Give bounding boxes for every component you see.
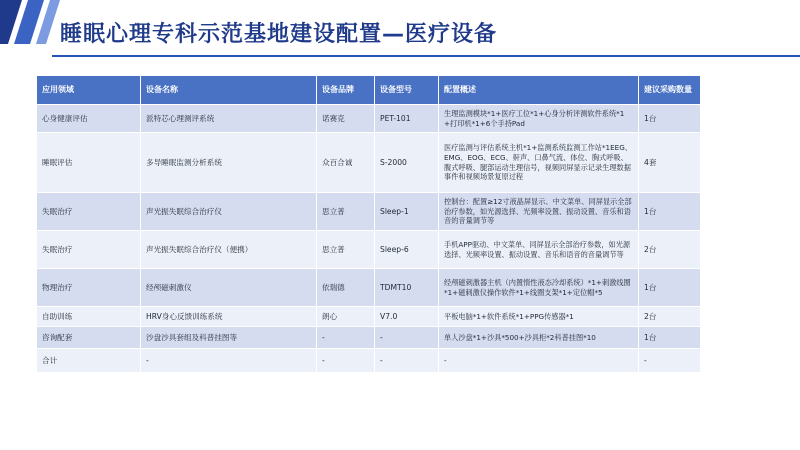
cell-model: TDMT10 xyxy=(375,269,439,307)
page-title: 睡眠心理专科示范基地建设配置—医疗设备 xyxy=(60,22,498,47)
cell-field: 心身健康评估 xyxy=(37,105,141,133)
cell-model: PET-101 xyxy=(375,105,439,133)
cell-brand: 依瑞德 xyxy=(317,269,375,307)
title-decoration-icon xyxy=(0,0,62,44)
cell-quantity: 2台 xyxy=(639,307,701,327)
cell-field: 咨询配套 xyxy=(37,327,141,349)
cell-device-name: 声光振失眠综合治疗仪 xyxy=(141,193,317,231)
table-row xyxy=(37,269,701,307)
cell-brand: 朗心 xyxy=(317,307,375,327)
header-quantity: 建议采购数量 xyxy=(639,76,701,105)
cell-device-name: 多导睡眠监测分析系统 xyxy=(141,133,317,193)
cell-device-name: 声光振失眠综合治疗仪（便携） xyxy=(141,231,317,269)
cell-config: 单人沙盘*1+沙具*500+沙具柜*2科普挂图*10 xyxy=(439,327,639,349)
cell-model: - xyxy=(375,349,439,373)
cell-model: S-2000 xyxy=(375,133,439,193)
table-row xyxy=(37,231,701,269)
cell-field: 失眠治疗 xyxy=(37,193,141,231)
cell-quantity: 1台 xyxy=(639,327,701,349)
cell-config: 平板电脑*1+软件系统*1+PPG传感器*1 xyxy=(439,307,639,327)
cell-quantity: 1台 xyxy=(639,193,701,231)
title-divider xyxy=(52,55,800,57)
cell-brand: 思立普 xyxy=(317,193,375,231)
cell-device-name: 沙盘沙具套组及科普挂图等 xyxy=(141,327,317,349)
cell-quantity: 2台 xyxy=(639,231,701,269)
cell-brand: 众百合诚 xyxy=(317,133,375,193)
cell-config: 控制台：配置≥12寸液晶屏显示、中文菜单、同屏显示全部治疗参数，如光源选择、光频率设置、振动设置、音乐和语音的音量调节等 xyxy=(439,193,639,231)
cell-config: 经颅磁刺激器主机（内置惰性液态冷却系统）*1+刺激线圈*1+磁刺激仪操作软件*1+线圈支架*1+定位帽*5 xyxy=(439,269,639,307)
table-header-row xyxy=(37,76,701,105)
cell-model: Sleep-6 xyxy=(375,231,439,269)
cell-quantity: 1台 xyxy=(639,105,701,133)
table-row-total xyxy=(37,349,701,373)
cell-quantity: 1台 xyxy=(639,269,701,307)
cell-model: Sleep-1 xyxy=(375,193,439,231)
table-row xyxy=(37,327,701,349)
equipment-table xyxy=(36,75,701,373)
cell-config: - xyxy=(439,349,639,373)
table-row xyxy=(37,307,701,327)
header-field: 应用领域 xyxy=(37,76,141,105)
cell-quantity: 4套 xyxy=(639,133,701,193)
cell-quantity: - xyxy=(639,349,701,373)
header-config: 配置概述 xyxy=(439,76,639,105)
cell-config: 生理监测模块*1+医疗工位*1+心身分析评测软件系统*1+打印机*1+6个手持Pad xyxy=(439,105,639,133)
cell-field: 失眠治疗 xyxy=(37,231,141,269)
header-device-name: 设备名称 xyxy=(141,76,317,105)
cell-field: 自助训练 xyxy=(37,307,141,327)
cell-field: 合计 xyxy=(37,349,141,373)
header-brand: 设备品牌 xyxy=(317,76,375,105)
cell-brand: 诺赛克 xyxy=(317,105,375,133)
cell-config: 医疗监测与评估系统主机*1+监测系统监测工作站*1EEG、EMG、EOG、ECG、鼾声、口鼻气流、体位、胸式呼吸、腹式呼吸、腿部运动生理信号，视频同屏显示记录生理数据事件和视频场景复原过程 xyxy=(439,133,639,193)
cell-brand: - xyxy=(317,349,375,373)
cell-model: V7.0 xyxy=(375,307,439,327)
table-row xyxy=(37,193,701,231)
cell-model: - xyxy=(375,327,439,349)
cell-field: 物理治疗 xyxy=(37,269,141,307)
table-row xyxy=(37,133,701,193)
cell-brand: - xyxy=(317,327,375,349)
cell-device-name: 经颅磁刺激仪 xyxy=(141,269,317,307)
cell-brand: 思立普 xyxy=(317,231,375,269)
cell-device-name: HRV身心反馈训练系统 xyxy=(141,307,317,327)
cell-device-name: - xyxy=(141,349,317,373)
cell-config: 手机APP驱动、中文菜单、同屏显示全部治疗参数，如光源选择、光频率设置、振动设置、音乐和语音的音量调节等 xyxy=(439,231,639,269)
header-model: 设备型号 xyxy=(375,76,439,105)
table-row xyxy=(37,105,701,133)
cell-device-name: 派特芯心理测评系统 xyxy=(141,105,317,133)
cell-field: 睡眠评估 xyxy=(37,133,141,193)
